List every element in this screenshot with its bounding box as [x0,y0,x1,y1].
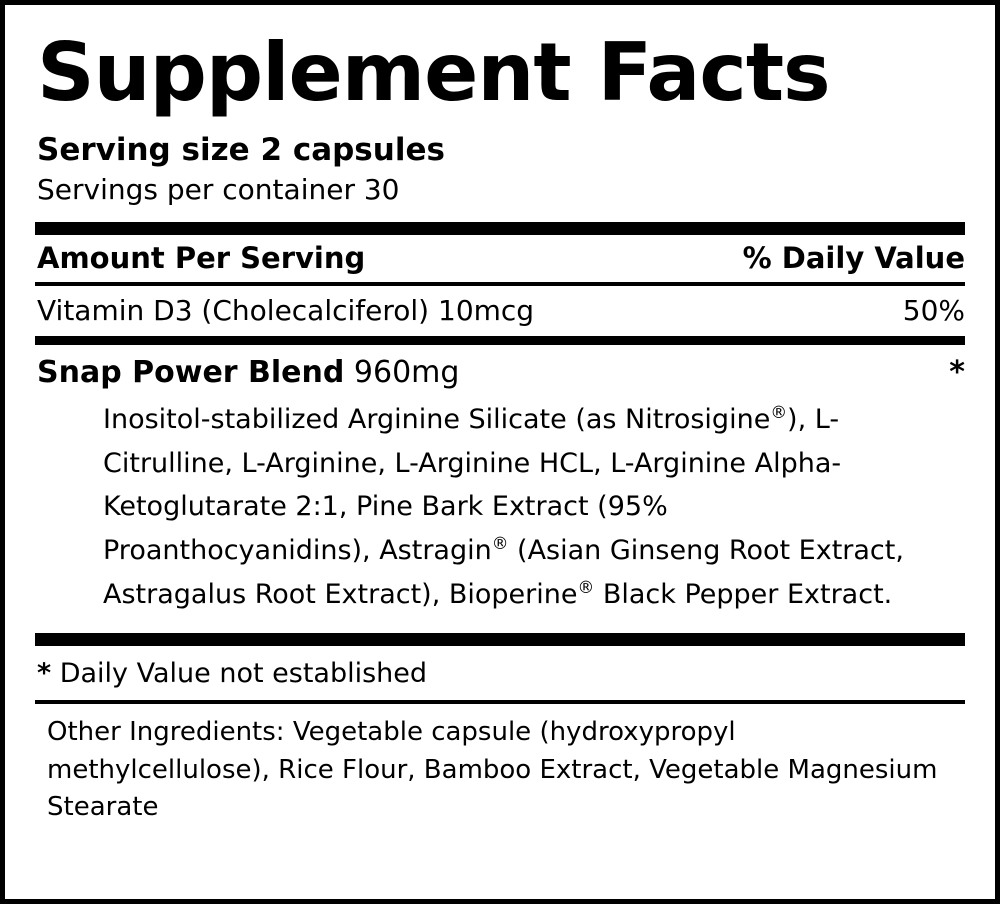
blend-amount: 960mg [353,354,460,390]
servings-per-container-text: Servings per container 30 [37,172,400,206]
divider-thick-bottom [35,633,965,646]
column-header-amount: Amount Per Serving [37,240,366,275]
footnote-star: * [37,657,52,689]
nutrient-daily-value: 50% [902,293,965,327]
page-title: Supplement Facts [37,26,830,119]
nutrient-name: Vitamin D3 (Cholecalciferol) 10mcg [37,293,535,327]
table-header-row [35,235,965,282]
blend-row [35,345,965,392]
blend-ingredients-list: Inositol-stabilized Arginine Silicate (as Nitrosigine®), L-Citrulline, L-Arginine, L-Arginine HCL, L-Arginine Alpha-Ketoglutarate 2:1, Pine Bark Extract (95% Proanthocyanidins), Astragin® (Asian Ginseng Root Extract, Astragalus Root Extract), Bioperine® Black Pepper Extract. [103,401,904,610]
other-ingredients-text: Other Ingredients: Vegetable capsule (hydroxypropyl methylcellulose), Rice Flour, Bamboo Extract, Vegetable Magnesium Stearate [47,716,938,823]
serving-size-text: Serving size 2 capsules [37,132,445,168]
table-row [35,286,965,336]
blend-name: Snap Power Blend [37,354,345,390]
divider-medium-nutrients [35,336,965,345]
blend-daily-value: * [949,354,965,390]
divider-thick-top [35,222,965,235]
column-header-daily-value: % Daily Value [742,240,965,275]
footnote-text: Daily Value not established [59,657,428,689]
daily-value-footnote [35,646,965,700]
